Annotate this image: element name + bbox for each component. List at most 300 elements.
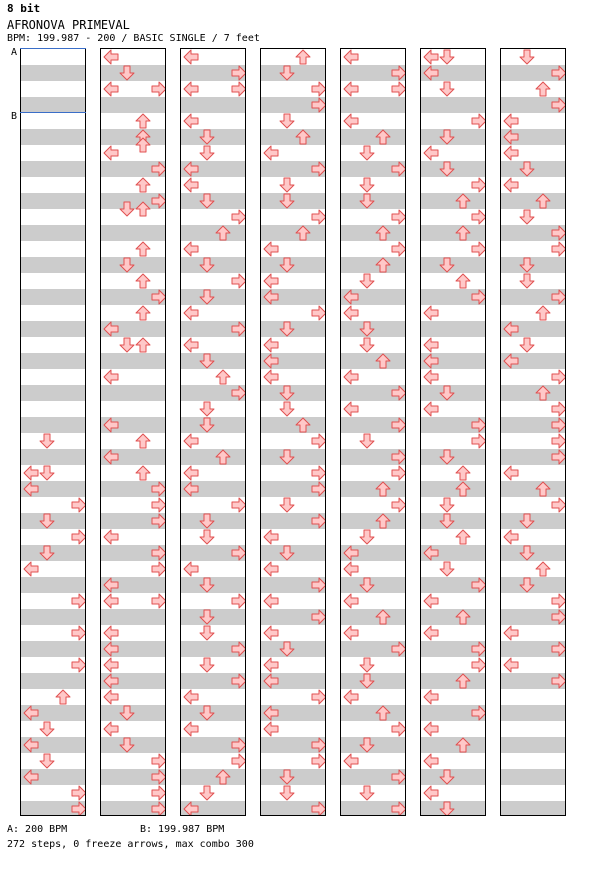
step-arrow-up: [215, 225, 231, 241]
step-arrow-right: [231, 737, 246, 753]
step-arrow-right: [71, 657, 86, 673]
step-arrow-down: [119, 705, 135, 721]
step-arrow-left: [23, 769, 39, 785]
bpm-marker-line: [20, 48, 86, 49]
step-arrow-down: [439, 257, 455, 273]
chart-column: [500, 48, 566, 816]
step-arrow-right: [231, 273, 246, 289]
step-arrow-down: [439, 161, 455, 177]
step-arrow-left: [263, 337, 279, 353]
step-arrow-down: [519, 49, 535, 65]
step-arrow-up: [535, 305, 551, 321]
step-arrow-down: [279, 545, 295, 561]
step-arrow-left: [423, 305, 439, 321]
step-arrow-down: [519, 273, 535, 289]
step-arrow-left: [503, 657, 519, 673]
step-arrow-up: [295, 417, 311, 433]
step-arrow-right: [151, 193, 166, 209]
step-arrow-left: [103, 577, 119, 593]
step-arrow-left: [343, 561, 359, 577]
step-arrow-left: [23, 465, 39, 481]
step-arrow-down: [439, 769, 455, 785]
step-arrow-left: [343, 113, 359, 129]
step-arrow-down: [119, 337, 135, 353]
step-arrow-down: [439, 561, 455, 577]
step-arrow-right: [71, 785, 86, 801]
step-arrow-up: [215, 769, 231, 785]
step-arrow-left: [263, 353, 279, 369]
step-arrow-right: [311, 305, 326, 321]
step-arrow-down: [439, 81, 455, 97]
step-arrow-up: [455, 609, 471, 625]
step-arrow-left: [423, 545, 439, 561]
step-arrow-down: [119, 201, 135, 217]
step-arrow-left: [263, 273, 279, 289]
step-arrow-down: [359, 577, 375, 593]
step-arrow-left: [183, 561, 199, 577]
step-arrow-left: [343, 593, 359, 609]
step-arrow-left: [423, 337, 439, 353]
step-arrow-right: [471, 577, 486, 593]
step-arrow-down: [279, 321, 295, 337]
step-arrow-down: [199, 657, 215, 673]
step-arrow-left: [103, 625, 119, 641]
step-arrow-right: [391, 801, 406, 816]
step-arrow-right: [391, 417, 406, 433]
step-arrow-down: [359, 193, 375, 209]
step-arrow-down: [279, 641, 295, 657]
step-arrow-right: [551, 497, 566, 513]
step-arrow-left: [103, 657, 119, 673]
step-arrow-left: [183, 337, 199, 353]
step-arrow-down: [199, 625, 215, 641]
step-arrow-left: [263, 529, 279, 545]
step-arrow-up: [215, 449, 231, 465]
step-arrow-up: [455, 529, 471, 545]
step-arrow-up: [135, 433, 151, 449]
step-arrow-up: [455, 465, 471, 481]
step-arrow-right: [391, 721, 406, 737]
step-arrow-left: [343, 625, 359, 641]
step-arrow-left: [183, 433, 199, 449]
step-arrow-right: [551, 289, 566, 305]
step-arrow-right: [71, 625, 86, 641]
step-arrow-down: [359, 529, 375, 545]
step-arrow-right: [391, 497, 406, 513]
step-arrow-left: [103, 593, 119, 609]
step-arrow-left: [423, 369, 439, 385]
step-arrow-right: [471, 289, 486, 305]
step-arrow-left: [423, 689, 439, 705]
chart-column: [420, 48, 486, 816]
step-arrow-right: [391, 65, 406, 81]
step-arrow-up: [375, 481, 391, 497]
step-arrow-down: [199, 705, 215, 721]
step-arrow-left: [343, 545, 359, 561]
step-arrow-left: [263, 673, 279, 689]
step-arrow-right: [151, 561, 166, 577]
step-arrow-left: [183, 465, 199, 481]
step-arrow-left: [503, 321, 519, 337]
step-arrow-left: [103, 529, 119, 545]
step-arrow-down: [359, 785, 375, 801]
step-arrow-up: [295, 49, 311, 65]
step-arrow-left: [263, 289, 279, 305]
step-arrow-down: [359, 337, 375, 353]
step-arrow-down: [279, 177, 295, 193]
step-arrow-left: [343, 305, 359, 321]
step-arrow-down: [279, 257, 295, 273]
step-arrow-down: [439, 385, 455, 401]
step-arrow-right: [151, 785, 166, 801]
step-arrow-down: [199, 513, 215, 529]
step-arrow-up: [455, 481, 471, 497]
step-arrow-left: [183, 49, 199, 65]
step-arrow-left: [103, 321, 119, 337]
step-arrow-up: [135, 273, 151, 289]
step-arrow-left: [183, 801, 199, 816]
step-arrow-down: [199, 145, 215, 161]
difficulty-meter: 8 bit: [7, 2, 41, 15]
step-arrow-left: [343, 49, 359, 65]
step-arrow-down: [519, 577, 535, 593]
step-arrow-right: [151, 801, 166, 816]
step-arrow-right: [311, 433, 326, 449]
step-arrow-down: [519, 337, 535, 353]
step-arrow-right: [311, 81, 326, 97]
step-arrow-right: [391, 641, 406, 657]
step-arrow-right: [231, 497, 246, 513]
step-arrow-down: [279, 401, 295, 417]
step-arrow-up: [455, 273, 471, 289]
step-arrow-right: [311, 577, 326, 593]
step-arrow-down: [199, 417, 215, 433]
chart-summary: 272 steps, 0 freeze arrows, max combo 300: [7, 839, 254, 850]
step-arrow-right: [151, 81, 166, 97]
step-arrow-left: [23, 705, 39, 721]
step-arrow-right: [231, 209, 246, 225]
step-arrow-right: [231, 593, 246, 609]
step-arrow-up: [375, 513, 391, 529]
step-arrow-right: [231, 385, 246, 401]
step-arrow-left: [423, 353, 439, 369]
step-arrow-down: [39, 513, 55, 529]
step-arrow-right: [391, 385, 406, 401]
chart-column: [340, 48, 406, 816]
step-arrow-right: [391, 209, 406, 225]
step-arrow-down: [519, 161, 535, 177]
step-arrow-right: [151, 481, 166, 497]
step-arrow-up: [135, 241, 151, 257]
step-arrow-down: [279, 385, 295, 401]
step-arrow-left: [343, 753, 359, 769]
step-arrow-right: [151, 497, 166, 513]
step-arrow-down: [199, 609, 215, 625]
step-arrow-right: [71, 497, 86, 513]
step-arrow-left: [183, 481, 199, 497]
step-arrow-down: [359, 177, 375, 193]
step-arrow-right: [551, 673, 566, 689]
step-arrow-left: [23, 561, 39, 577]
step-arrow-right: [471, 641, 486, 657]
step-arrow-left: [503, 529, 519, 545]
step-arrow-right: [471, 113, 486, 129]
step-arrow-down: [199, 289, 215, 305]
step-arrow-right: [551, 97, 566, 113]
step-arrow-right: [551, 641, 566, 657]
step-arrow-left: [263, 145, 279, 161]
step-arrow-right: [311, 753, 326, 769]
bpm-marker-line: [20, 112, 86, 113]
step-arrow-right: [151, 769, 166, 785]
step-arrow-left: [183, 241, 199, 257]
step-arrow-right: [471, 705, 486, 721]
step-arrow-down: [279, 449, 295, 465]
step-arrow-down: [199, 257, 215, 273]
step-arrow-left: [503, 145, 519, 161]
step-arrow-right: [231, 753, 246, 769]
step-arrow-right: [151, 593, 166, 609]
step-arrow-left: [103, 449, 119, 465]
step-arrow-up: [455, 673, 471, 689]
step-arrow-down: [119, 257, 135, 273]
chart-info: BPM: 199.987 - 200 / BASIC SINGLE / 7 feet: [7, 33, 260, 44]
step-arrow-left: [183, 305, 199, 321]
step-arrow-down: [359, 321, 375, 337]
step-arrow-left: [103, 721, 119, 737]
step-arrow-up: [455, 193, 471, 209]
step-arrow-right: [231, 65, 246, 81]
step-arrow-down: [439, 513, 455, 529]
step-arrow-left: [423, 785, 439, 801]
step-arrow-down: [439, 801, 455, 816]
step-arrow-down: [359, 737, 375, 753]
step-arrow-right: [391, 465, 406, 481]
step-arrow-down: [39, 753, 55, 769]
step-arrow-right: [71, 801, 86, 816]
step-arrow-left: [23, 481, 39, 497]
step-arrow-right: [551, 369, 566, 385]
step-arrow-right: [231, 81, 246, 97]
step-arrow-right: [391, 449, 406, 465]
step-arrow-right: [151, 289, 166, 305]
step-arrow-right: [471, 177, 486, 193]
step-arrow-down: [199, 785, 215, 801]
step-arrow-right: [311, 801, 326, 816]
step-arrow-left: [183, 113, 199, 129]
step-arrow-up: [535, 385, 551, 401]
step-arrow-left: [503, 177, 519, 193]
step-arrow-down: [279, 65, 295, 81]
step-arrow-up: [375, 129, 391, 145]
step-arrow-down: [279, 769, 295, 785]
step-arrow-right: [391, 81, 406, 97]
step-arrow-left: [263, 705, 279, 721]
step-arrow-left: [103, 145, 119, 161]
step-arrow-down: [199, 129, 215, 145]
step-arrow-up: [375, 609, 391, 625]
step-arrow-right: [551, 225, 566, 241]
step-arrow-up: [215, 369, 231, 385]
step-arrow-left: [103, 673, 119, 689]
step-arrow-left: [103, 689, 119, 705]
step-arrow-up: [535, 561, 551, 577]
step-arrow-left: [183, 81, 199, 97]
step-arrow-left: [503, 113, 519, 129]
song-title: AFRONOVA PRIMEVAL: [7, 18, 130, 32]
chart-column: [20, 48, 86, 816]
step-arrow-left: [423, 721, 439, 737]
step-arrow-left: [263, 657, 279, 673]
step-arrow-down: [439, 49, 455, 65]
step-arrow-up: [135, 137, 151, 153]
step-arrow-left: [423, 49, 439, 65]
step-arrow-up: [535, 193, 551, 209]
chart-column: [260, 48, 326, 816]
step-arrow-up: [135, 177, 151, 193]
step-arrow-down: [39, 433, 55, 449]
step-arrow-right: [471, 209, 486, 225]
step-arrow-right: [551, 401, 566, 417]
step-arrow-right: [471, 433, 486, 449]
step-arrow-left: [503, 465, 519, 481]
step-arrow-right: [231, 673, 246, 689]
step-arrow-left: [103, 417, 119, 433]
step-arrow-left: [263, 593, 279, 609]
step-arrow-left: [183, 161, 199, 177]
step-arrow-left: [103, 81, 119, 97]
step-arrow-left: [343, 401, 359, 417]
step-arrow-right: [471, 241, 486, 257]
step-arrow-left: [423, 753, 439, 769]
step-arrow-up: [375, 225, 391, 241]
step-arrow-right: [551, 65, 566, 81]
step-arrow-up: [375, 705, 391, 721]
step-arrow-right: [311, 481, 326, 497]
step-arrow-right: [71, 529, 86, 545]
step-arrow-left: [423, 625, 439, 641]
step-arrow-down: [279, 113, 295, 129]
step-arrow-down: [359, 657, 375, 673]
bpm-marker-label: A: [11, 47, 18, 58]
step-arrow-left: [343, 369, 359, 385]
step-arrow-right: [391, 769, 406, 785]
step-arrow-up: [135, 465, 151, 481]
step-arrow-down: [279, 497, 295, 513]
step-arrow-up: [535, 81, 551, 97]
step-arrow-left: [183, 177, 199, 193]
step-arrow-right: [311, 513, 326, 529]
step-arrow-down: [199, 577, 215, 593]
step-arrow-down: [359, 273, 375, 289]
step-arrow-down: [359, 433, 375, 449]
step-arrow-down: [119, 65, 135, 81]
step-arrow-down: [279, 193, 295, 209]
step-arrow-left: [503, 129, 519, 145]
step-arrow-right: [311, 161, 326, 177]
step-arrow-down: [199, 353, 215, 369]
step-arrow-right: [311, 609, 326, 625]
step-arrow-left: [423, 65, 439, 81]
step-arrow-left: [183, 689, 199, 705]
step-arrow-left: [503, 353, 519, 369]
step-arrow-down: [519, 257, 535, 273]
step-arrow-down: [359, 145, 375, 161]
step-arrow-right: [391, 241, 406, 257]
step-arrow-right: [471, 417, 486, 433]
step-arrow-up: [375, 257, 391, 273]
step-arrow-right: [71, 593, 86, 609]
step-arrow-left: [183, 721, 199, 737]
step-arrow-left: [103, 369, 119, 385]
step-arrow-down: [39, 721, 55, 737]
step-arrow-up: [135, 201, 151, 217]
bpm-legend-b: B: 199.987 BPM: [140, 824, 225, 835]
step-arrow-left: [343, 81, 359, 97]
step-arrow-up: [295, 129, 311, 145]
step-arrow-left: [103, 641, 119, 657]
step-arrow-right: [551, 417, 566, 433]
step-arrow-right: [551, 433, 566, 449]
step-arrow-right: [151, 161, 166, 177]
step-arrow-right: [151, 545, 166, 561]
step-arrow-right: [311, 737, 326, 753]
step-arrow-right: [151, 753, 166, 769]
step-arrow-right: [551, 609, 566, 625]
step-arrow-left: [423, 593, 439, 609]
step-arrow-up: [535, 481, 551, 497]
step-arrow-left: [423, 145, 439, 161]
step-arrow-down: [439, 497, 455, 513]
step-arrow-up: [55, 689, 71, 705]
chart-column: [100, 48, 166, 816]
step-arrow-right: [311, 465, 326, 481]
bpm-marker-label: B: [11, 111, 18, 122]
step-arrow-left: [103, 49, 119, 65]
step-arrow-right: [551, 593, 566, 609]
step-arrow-down: [519, 209, 535, 225]
step-arrow-up: [375, 353, 391, 369]
step-arrow-left: [263, 625, 279, 641]
step-arrow-right: [551, 241, 566, 257]
step-arrow-down: [519, 513, 535, 529]
step-arrow-down: [199, 193, 215, 209]
step-arrow-down: [359, 673, 375, 689]
step-arrow-left: [263, 721, 279, 737]
step-arrow-left: [263, 369, 279, 385]
step-arrow-right: [311, 689, 326, 705]
step-arrow-left: [263, 241, 279, 257]
step-arrow-up: [135, 305, 151, 321]
step-arrow-right: [231, 641, 246, 657]
step-arrow-down: [199, 401, 215, 417]
step-arrow-left: [263, 561, 279, 577]
step-arrow-right: [391, 161, 406, 177]
step-arrow-down: [279, 785, 295, 801]
step-arrow-right: [231, 545, 246, 561]
step-arrow-up: [135, 113, 151, 129]
step-arrow-up: [455, 737, 471, 753]
chart-column: [180, 48, 246, 816]
step-arrow-down: [199, 529, 215, 545]
step-arrow-left: [23, 737, 39, 753]
step-arrow-up: [295, 225, 311, 241]
step-arrow-down: [439, 129, 455, 145]
step-arrow-left: [503, 625, 519, 641]
step-arrow-down: [119, 737, 135, 753]
step-arrow-right: [151, 513, 166, 529]
step-arrow-right: [471, 657, 486, 673]
